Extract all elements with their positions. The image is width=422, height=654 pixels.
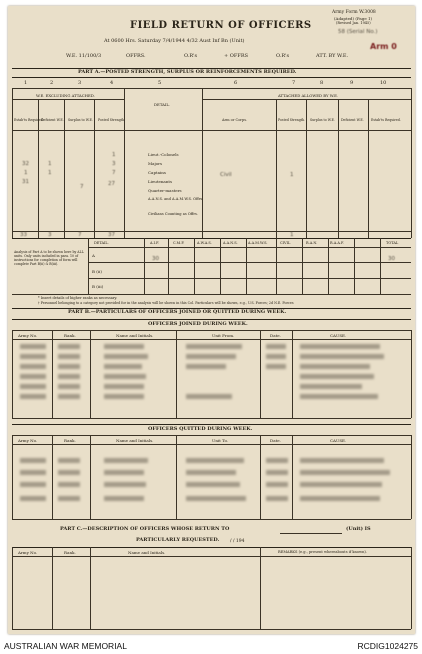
detail-row: Quarter-masters (148, 188, 182, 193)
we-label: W.E. 11/100/3 (66, 53, 102, 59)
c2-header: Deficient W.E. (41, 118, 64, 122)
analysis-col: R.A.N. (306, 241, 318, 245)
col-number: 1 (24, 80, 28, 86)
c6-header: Arm or Corps. (222, 118, 248, 122)
hw-c3-a: 7 (80, 184, 84, 190)
or2-label: O.R's (276, 53, 290, 59)
c1-header: Estab'ts Required. (14, 118, 44, 122)
hw-total-1: 33 (20, 232, 27, 238)
analysis-col: DETAIL. (94, 241, 109, 245)
col-number: 3 (78, 80, 82, 86)
analysis-col: A.A.M.W.S. (248, 241, 268, 245)
analysis-aif-value: 30 (152, 256, 159, 262)
quitted-header: CAUSE. (330, 438, 347, 443)
analysis-row: B (ii) (92, 269, 102, 274)
detail-row: Lieutenants (148, 179, 173, 184)
c8-header: Surplus to W.E. (310, 118, 335, 122)
c9-header: Deficient W.E. (341, 118, 364, 122)
hw-c1-a: 32 (22, 161, 29, 167)
joined-header: Date. (270, 333, 281, 338)
analysis-note: Analysis of Part A to be shown here by ALL units. Only units included in para. 10 of instructions for completion of form will complete Part B(ii) & B(iii). (14, 250, 84, 266)
analysis-col: A.A.N.S. (223, 241, 238, 245)
form-revised: (Revised Jan. 1945) (336, 21, 371, 25)
footnote: † Personnel belonging to a category not provided for in the analysis will be shown in this Col. Particulars will be shown, e.g., U.S. Forces; 2d N.E. Forces (38, 301, 294, 305)
c10-header: Estab'ts Required. (371, 118, 401, 122)
detail-header: DETAIL. (154, 102, 171, 107)
part-c-unit-is: (Unit) IS (346, 526, 371, 532)
col-number: 10 (380, 80, 387, 86)
form-adapted: (Adapted) (Page 1) (334, 16, 373, 21)
hw-c4-d: 27 (108, 181, 115, 187)
att-we-label: ATT. BY W.E. (316, 53, 349, 59)
footnote: * Insert details of higher ranks as necessary. (38, 296, 118, 300)
form-title: FIELD RETURN OF OFFICERS (130, 20, 312, 31)
archive-footer (0, 640, 422, 654)
joined-entries-obscured (8, 6, 415, 634)
col-number: 2 (50, 80, 54, 86)
part-c-title: PART C.—DESCRIPTION OF OFFICERS WHOSE RETURN TO (60, 526, 230, 532)
analysis-col: R.A.A.F. (330, 241, 345, 245)
col-number: 5 (158, 80, 162, 86)
part-c-header: Name and Initials. (128, 550, 166, 555)
we-excl-header: W.E. EXCLUDING ATTACHED. (36, 93, 95, 98)
hw-c1-b: 1 (24, 170, 28, 176)
hw-c7: 1 (290, 172, 294, 178)
form-number: Army Form W.3008 (332, 10, 376, 15)
joined-header: CAUSE. (330, 333, 347, 338)
part-a-title: PART A.—POSTED STRENGTH, SURPLUS OR REINFORCEMENTS REQUIRED. (78, 69, 297, 75)
hw-c4-a: 1 (112, 152, 116, 158)
detail-row: Lieut.-Colonels (148, 152, 179, 157)
form-sheet (8, 6, 415, 634)
quitted-header: Unit To. (212, 438, 229, 443)
or-label: O.R's (184, 53, 198, 59)
analysis-row: A (92, 253, 95, 258)
col-number: 7 (292, 80, 296, 86)
analysis-col: A.I.F. (150, 241, 160, 245)
quitted-title: OFFICERS QUITTED DURING WEEK. (148, 426, 253, 432)
analysis-col: CIVIL (280, 241, 291, 245)
hw-c1-c: 31 (22, 179, 29, 185)
part-c-header: Rank. (64, 550, 76, 555)
analysis-col: C.M.F. (173, 241, 185, 245)
analysis-col: A.W.A.S. (197, 241, 212, 245)
quitted-header: Army No. (18, 438, 38, 443)
joined-header: Rank. (64, 333, 76, 338)
footer-id: RCDIG1024275 (357, 641, 418, 651)
at-line: At 0600 Hrs. Saturday 7/4/1944 4/32 Aust Inf Bn (Unit) (104, 38, 245, 44)
hw-total-7: 1 (290, 232, 294, 238)
c7-header: Posted Strength. (278, 118, 306, 122)
analysis-row: B (iii) (92, 284, 104, 289)
part-c-requested: PARTICULARLY REQUESTED. (136, 537, 220, 543)
hw-c4-c: 7 (112, 170, 116, 176)
footer-source: AUSTRALIAN WAR MEMORIAL (4, 641, 127, 651)
quitted-header: Date. (270, 438, 281, 443)
detail-row: Majors (148, 161, 163, 166)
part-c-date: / / 194 (230, 539, 245, 544)
hw-total-2: 3 (48, 232, 52, 238)
analysis-col: TOTAL (386, 241, 399, 245)
c3-header: Surplus to W.E. (68, 118, 93, 122)
joined-title: OFFICERS JOINED DURING WEEK. (148, 321, 248, 327)
col-number: 8 (320, 80, 324, 86)
part-c-header: Army No. (18, 550, 38, 555)
part-b-title: PART B.—PARTICULARS OF OFFICERS JOINED OR QUITTED DURING WEEK. (68, 309, 287, 315)
hw-total-4: 37 (108, 232, 115, 238)
quitted-header: Name and Initials. (116, 438, 154, 443)
hw-total-3: 7 (78, 232, 82, 238)
hw-c2-a: 1 (48, 161, 52, 167)
detail-row: Civilians Counting as Offrs. (148, 212, 199, 216)
hw-c2-b: 1 (48, 170, 52, 176)
col-number: 4 (110, 80, 114, 86)
hw-c6: Civil (220, 172, 232, 178)
analysis-total-value: 30 (388, 256, 395, 262)
detail-row: A.A.N.S. and A.A.M.W.S. Offrs. (148, 197, 204, 201)
detail-row: Captains (148, 170, 166, 175)
attached-header: ATTACHED ALLOWED BY W.E. (278, 93, 339, 98)
col-number: 9 (350, 80, 354, 86)
c4-header: Posted Strength. (98, 118, 126, 122)
col-number: 6 (234, 80, 238, 86)
serial-number: 58 (Serial No.) (338, 29, 378, 35)
quitted-header: Rank. (64, 438, 76, 443)
offrs-label: OFFRS. (126, 53, 146, 59)
plus-offrs-label: + OFFRS (224, 53, 249, 59)
joined-header: Army No. (18, 333, 38, 338)
hw-c4-b: 3 (112, 161, 116, 167)
joined-header: Name and Initials. (116, 333, 154, 338)
joined-header: Unit From. (212, 333, 235, 338)
stamp: Arm 0 (370, 42, 397, 51)
part-c-header: REMARKS (e.g., present whereabouts if known). (278, 550, 367, 554)
